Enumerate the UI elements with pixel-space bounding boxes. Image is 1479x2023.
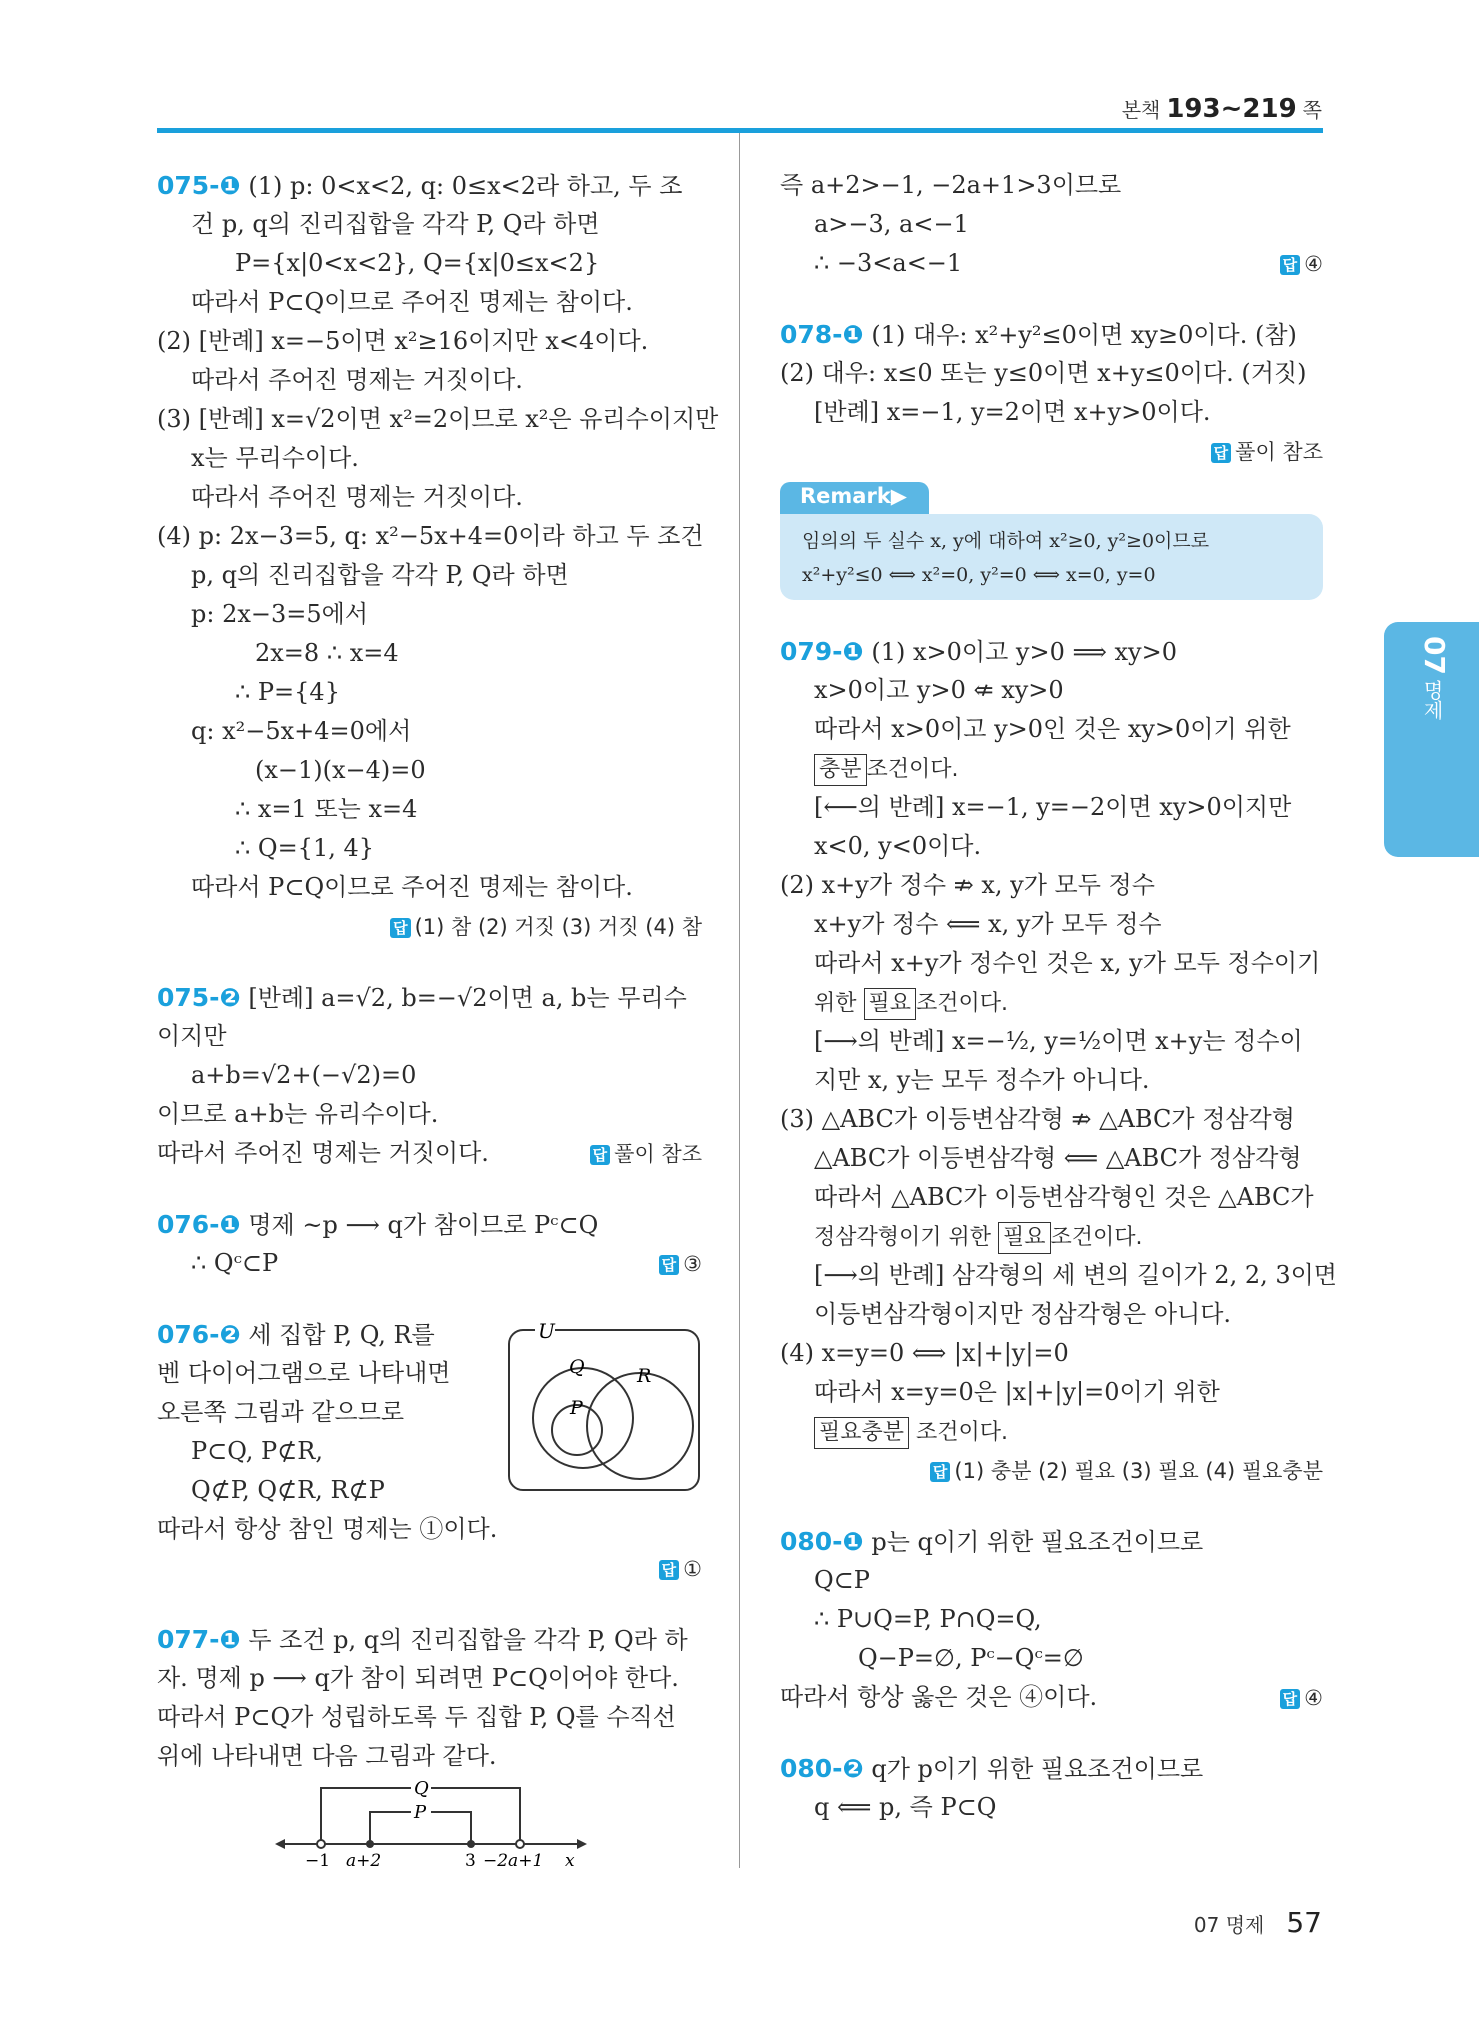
line-text: 이므로 a+b는 유리수이다. <box>157 1100 439 1128</box>
problem-number: 076-❶ <box>157 1210 241 1239</box>
line-text: 따라서 P⊂Q이므로 주어진 명제는 참이다. <box>191 873 633 901</box>
text-line <box>157 712 702 751</box>
line-content <box>814 988 1008 1016</box>
text-line <box>157 1698 702 1737</box>
line-text: 지만 x, y는 모두 정수가 아니다. <box>814 1066 1150 1094</box>
answer-line <box>780 432 1323 471</box>
text-line <box>780 1412 1323 1451</box>
point-minus-2a-plus-1-open <box>516 1840 524 1848</box>
point-minus-one-open <box>317 1840 325 1848</box>
answer-text: (1) 참 (2) 거짓 (3) 거짓 (4) 참 <box>414 915 702 939</box>
line-text: 이등변삼각형이지만 정삼각형은 아니다. <box>814 1300 1232 1328</box>
line-content <box>157 1515 497 1543</box>
line-text: 따라서 항상 참인 명제는 ①이다. <box>157 1515 498 1543</box>
line-content <box>780 638 1177 666</box>
line-content <box>814 1378 1220 1406</box>
answer-mark: 답 <box>930 1462 951 1482</box>
line-text: q ⟸ p, 즉 P⊂Q <box>814 1793 997 1821</box>
line-content <box>814 1222 1143 1250</box>
line-text: 조건이다. <box>916 991 1009 1016</box>
line-content <box>191 717 411 745</box>
answer-line <box>157 1549 702 1588</box>
line-content <box>191 1244 278 1283</box>
line-content <box>780 1678 1097 1717</box>
line-content <box>157 522 704 550</box>
number-line-left-arrow <box>275 1839 285 1849</box>
line-text: (x−1)(x−4)=0 <box>255 756 426 784</box>
answer-text: ④ <box>1304 1686 1323 1710</box>
page-footer <box>1194 1906 1322 1939</box>
right-column <box>780 166 1337 1827</box>
line-text: ∴ P={4} <box>235 678 340 706</box>
text-line <box>780 671 1323 710</box>
line-content <box>814 793 1291 821</box>
text-line <box>157 1659 702 1698</box>
text-line <box>780 166 1323 205</box>
line-content <box>814 1261 1337 1289</box>
line-text: q가 p이기 위한 필요조건이므로 <box>863 1755 1204 1783</box>
chapter-tab[interactable] <box>1384 622 1479 857</box>
line-text: (4) p: 2x−3=5, q: x²−5x+4=0이라 하고 두 조건 <box>157 522 704 550</box>
text-line <box>157 790 702 829</box>
tick-label-minus-one: −1 <box>305 1851 331 1870</box>
line-content <box>255 639 399 667</box>
text-line <box>157 517 702 556</box>
venn-label-p: P <box>570 1397 583 1419</box>
line-content <box>814 210 969 238</box>
text-line <box>780 788 1323 827</box>
section-gap <box>780 600 1323 632</box>
line-content <box>814 1183 1314 1211</box>
line-content <box>191 600 368 628</box>
text-line <box>780 393 1323 432</box>
line-text: P⊂Q, P⊄R, <box>191 1437 323 1465</box>
line-text: △ABC가 이등변삼각형 ⟸ △ABC가 정삼각형 <box>814 1144 1302 1172</box>
line-content <box>235 678 340 706</box>
text-line <box>157 595 702 634</box>
problem-number: 078-❶ <box>780 320 864 349</box>
point-three <box>467 1840 475 1848</box>
remark-line: x²+y²≤0 ⟺ x²=0, y²=0 ⟺ x=0, y=0 <box>802 564 1156 586</box>
venn-label-q: Q <box>569 1356 585 1378</box>
footer-chapter: 07 명제 <box>1193 1913 1265 1937</box>
line-text: P={x|0<x<2}, Q={x|0≤x<2} <box>235 249 600 277</box>
line-content <box>858 1644 1084 1672</box>
text-line <box>780 1217 1323 1256</box>
line-content <box>235 795 417 823</box>
line-text: [⟶의 반례] 삼각형의 세 변의 길이가 2, 2, 3이면 <box>814 1261 1337 1289</box>
line-text: 따라서 x+y가 정수인 것은 x, y가 모두 정수이기 <box>814 949 1321 977</box>
section-gap <box>780 1490 1323 1522</box>
text-line <box>157 634 702 673</box>
line-content <box>191 210 600 238</box>
line-text: x는 무리수이다. <box>191 444 359 472</box>
line-content <box>814 1066 1150 1094</box>
line-text: Q−P=∅, Pᶜ−Qᶜ=∅ <box>858 1644 1084 1672</box>
line-content <box>191 1061 416 1089</box>
set-p-label: P <box>414 1802 427 1823</box>
line-content <box>157 1742 497 1770</box>
text-line <box>780 1178 1323 1217</box>
text-line <box>157 1244 702 1283</box>
line-text: 따라서 △ABC가 이등변삼각형인 것은 △ABC가 <box>814 1183 1314 1211</box>
line-text: x>0이고 y>0 ⇍ xy>0 <box>814 676 1064 704</box>
line-text: 따라서 P⊂Q이므로 주어진 명제는 참이다. <box>191 288 633 316</box>
line-content <box>814 715 1291 743</box>
problem-number: 075-❶ <box>157 171 241 200</box>
section-gap <box>780 283 1323 315</box>
line-content <box>780 871 1155 899</box>
text-line <box>780 983 1323 1022</box>
text-line <box>157 400 719 439</box>
line-content <box>814 910 1162 938</box>
line-text: 따라서 x=y=0은 |x|+|y|=0이기 위한 <box>814 1378 1220 1406</box>
answer-inline <box>659 1244 702 1283</box>
line-text: p: 2x−3=5에서 <box>191 600 369 628</box>
line-content <box>157 1359 450 1387</box>
line-content <box>157 1134 489 1173</box>
text-line <box>157 244 702 283</box>
venn-circle-q <box>533 1368 633 1468</box>
section-gap <box>157 946 702 978</box>
problem-number: 079-❶ <box>780 637 864 666</box>
remark-line: 임의의 두 실수 x, y에 대하여 x²≥0, y²≥0이므로 <box>802 530 1210 552</box>
line-content <box>157 1022 227 1050</box>
answer-text: ③ <box>683 1252 702 1276</box>
line-content <box>780 1105 1295 1133</box>
venn-diagram <box>507 1322 702 1494</box>
venn-label-r: R <box>637 1365 652 1387</box>
line-text: 조건이다. <box>909 1420 1009 1445</box>
line-text: 위에 나타내면 다음 그림과 같다. <box>157 1742 497 1770</box>
line-text: (1) p: 0<x<2, q: 0≤x<2라 하고, 두 조 <box>240 172 683 200</box>
problem-line <box>157 978 702 1017</box>
answer-mark: 답 <box>659 1560 680 1580</box>
left-column <box>157 166 719 1776</box>
answer-inline <box>590 1134 702 1173</box>
answer-inline <box>1280 1678 1323 1717</box>
line-content <box>235 249 599 277</box>
line-content <box>191 483 523 511</box>
text-line <box>157 205 702 244</box>
line-text: [⟶의 반례] x=−½, y=½이면 x+y는 정수이 <box>814 1027 1303 1055</box>
line-text: a>−3, a<−1 <box>814 210 969 238</box>
line-content <box>814 832 981 860</box>
line-content <box>157 327 648 355</box>
text-line <box>780 710 1323 749</box>
tick-label-a-plus-two: a+2 <box>346 1851 382 1870</box>
set-q-label: Q <box>414 1778 429 1799</box>
text-line <box>780 1100 1323 1139</box>
line-text: (2) x+y가 정수 ⇏ x, y가 모두 정수 <box>780 871 1155 899</box>
line-content <box>814 1793 996 1821</box>
text-line <box>157 361 702 400</box>
text-line <box>157 283 702 322</box>
line-content <box>157 984 687 1012</box>
line-text: 세 집합 P, Q, R를 <box>240 1321 435 1349</box>
page-reference-prefix: 본책 <box>1121 98 1161 122</box>
line-text: ∴ Qᶜ⊂P <box>191 1249 279 1277</box>
line-text: 2x=8 ∴ x=4 <box>255 639 399 667</box>
answer-box: 필요 <box>998 1222 1051 1254</box>
line-text: Q⊄P, Q⊄R, R⊄P <box>191 1476 385 1504</box>
answer-text: ① <box>683 1557 702 1581</box>
text-line <box>780 1295 1323 1334</box>
line-content <box>814 676 1064 704</box>
answer-mark: 답 <box>1280 255 1301 275</box>
answer-mark: 답 <box>1280 1689 1301 1709</box>
problem-number: 080-❶ <box>780 1527 864 1556</box>
answer-inline <box>1280 244 1323 283</box>
problem-line <box>780 315 1323 354</box>
line-content <box>814 754 959 782</box>
remark-box <box>780 481 1323 600</box>
problem-line <box>157 1205 702 1244</box>
answer-box: 필요 <box>864 988 917 1020</box>
line-text: [반례] x=−1, y=2이면 x+y>0이다. <box>814 398 1211 426</box>
answer-line <box>157 907 702 946</box>
line-content <box>157 1703 676 1731</box>
line-content <box>814 1566 870 1594</box>
point-a-plus-two <box>366 1840 374 1848</box>
line-content <box>814 398 1211 426</box>
problem-number: 076-❷ <box>157 1320 241 1349</box>
line-text: 건 p, q의 진리집합을 각각 P, Q라 하면 <box>191 210 600 238</box>
line-text: a+b=√2+(−√2)=0 <box>191 1061 417 1089</box>
answer-box: 충분 <box>814 754 867 786</box>
page-number: 57 <box>1286 1906 1322 1939</box>
line-content <box>157 1321 435 1349</box>
line-content <box>814 949 1320 977</box>
line-text: 따라서 주어진 명제는 거짓이다. <box>157 1139 489 1167</box>
line-text: 따라서 P⊂Q가 성립하도록 두 집합 P, Q를 수직선 <box>157 1703 676 1731</box>
line-content <box>814 1144 1302 1172</box>
text-line <box>780 827 1323 866</box>
text-line <box>780 1373 1323 1412</box>
number-line-diagram <box>275 1770 595 1870</box>
line-text: 조건이다. <box>866 757 959 782</box>
line-content <box>814 1605 1042 1633</box>
text-line <box>157 1056 702 1095</box>
line-text: [반례] a=√2, b=−√2이면 a, b는 무리수 <box>240 984 687 1012</box>
text-line <box>780 1334 1323 1373</box>
text-line <box>780 205 1323 244</box>
text-line <box>780 1561 1323 1600</box>
line-text: 따라서 주어진 명제는 거짓이다. <box>191 483 523 511</box>
line-text: 즉 a+2>−1, −2a+1>3이므로 <box>780 171 1122 199</box>
text-line <box>157 1134 702 1173</box>
line-text: ∴ x=1 또는 x=4 <box>235 795 418 823</box>
line-content <box>157 172 682 200</box>
line-text: Q⊂P <box>814 1566 870 1594</box>
tick-label-three: 3 <box>465 1851 476 1870</box>
line-text: 따라서 주어진 명제는 거짓이다. <box>191 366 523 394</box>
line-content <box>157 1664 679 1692</box>
line-content <box>191 366 523 394</box>
line-content <box>157 1100 438 1128</box>
section-gap <box>157 1173 702 1205</box>
line-content <box>191 288 633 316</box>
line-text: 이지만 <box>157 1022 227 1050</box>
text-line <box>780 944 1323 983</box>
section-gap <box>157 1283 702 1315</box>
line-text: x+y가 정수 ⟸ x, y가 모두 정수 <box>814 910 1162 938</box>
line-content <box>780 1755 1203 1783</box>
text-line <box>780 1022 1323 1061</box>
line-text: (2) 대우: x≤0 또는 y≤0이면 x+y≤0이다. (거짓) <box>780 359 1307 387</box>
number-line-right-arrow <box>577 1839 587 1849</box>
line-text: (4) x=y=0 ⟺ |x|+|y|=0 <box>780 1339 1069 1367</box>
answer-mark: 답 <box>1211 443 1232 463</box>
line-content <box>157 1626 688 1654</box>
line-text: ∴ Q={1, 4} <box>235 834 375 862</box>
line-text: 따라서 항상 옳은 것은 ④이다. <box>780 1683 1098 1711</box>
text-line <box>157 1095 702 1134</box>
line-text: 조건이다. <box>1050 1225 1143 1250</box>
text-line <box>157 1017 702 1056</box>
line-content <box>814 1027 1303 1055</box>
line-content <box>780 1339 1069 1367</box>
line-text: 두 조건 p, q의 진리집합을 각각 P, Q라 하 <box>240 1626 688 1654</box>
text-line <box>780 749 1323 788</box>
line-content <box>157 1398 404 1426</box>
answer-text: ④ <box>1304 252 1323 276</box>
answer-text: (1) 충분 (2) 필요 (3) 필요 (4) 필요충분 <box>954 1459 1323 1483</box>
text-line <box>157 439 702 478</box>
answer-text: 풀이 참조 <box>1235 440 1323 464</box>
answer-text: 풀이 참조 <box>614 1142 702 1166</box>
line-text: (3) [반례] x=√2이면 x²=2이므로 x²은 유리수이지만 <box>157 405 719 433</box>
problem-line <box>780 632 1323 671</box>
section-gap <box>157 1588 702 1620</box>
line-text: x<0, y<0이다. <box>814 832 982 860</box>
text-line <box>780 244 1323 283</box>
line-content <box>814 244 962 283</box>
axis-label-x: x <box>565 1851 575 1870</box>
problem-number: 075-❷ <box>157 983 241 1012</box>
remark-body <box>780 514 1323 600</box>
line-content <box>157 405 718 433</box>
text-line <box>157 673 702 712</box>
line-content <box>780 1528 1203 1556</box>
line-content <box>780 359 1306 387</box>
remark-tag: Remark▶ <box>780 482 929 514</box>
chapter-tab-title: 명제 <box>1420 680 1444 720</box>
text-line <box>780 1678 1323 1717</box>
text-line <box>157 556 702 595</box>
line-content <box>235 834 374 862</box>
line-text: ∴ P∪Q=P, P∩Q=Q, <box>814 1605 1042 1633</box>
text-line <box>157 829 702 868</box>
line-content <box>191 444 359 472</box>
page-reference-range: 193~219 <box>1166 94 1297 124</box>
line-text: (2) [반례] x=−5이면 x²≥16이지만 x<4이다. <box>157 327 649 355</box>
line-content <box>157 1211 598 1239</box>
line-text: q: x²−5x+4=0에서 <box>191 717 412 745</box>
line-content <box>255 756 426 784</box>
line-content <box>191 1476 385 1504</box>
text-line <box>780 1788 1323 1827</box>
tick-label-minus-2a-plus-1: −2a+1 <box>483 1851 544 1870</box>
line-content <box>191 1437 323 1465</box>
answer-box: 필요충분 <box>814 1417 909 1449</box>
text-line <box>157 751 702 790</box>
problem-line <box>780 1749 1323 1788</box>
text-line <box>157 478 702 517</box>
problem-line <box>157 1620 702 1659</box>
text-line <box>780 1139 1323 1178</box>
line-text: (1) 대우: x²+y²≤0이면 xy≥0이다. (참) <box>863 321 1297 349</box>
text-line <box>780 354 1323 393</box>
problem-number: 077-❶ <box>157 1625 241 1654</box>
line-text: 자. 명제 p ⟶ q가 참이 되려면 P⊂Q이어야 한다. <box>157 1664 679 1692</box>
text-line <box>780 866 1323 905</box>
line-content <box>780 171 1121 199</box>
venn-circle-r <box>587 1373 693 1479</box>
page-reference <box>1122 94 1322 124</box>
line-text: 정삼각형이기 위한 <box>814 1225 999 1250</box>
line-text: (3) △ABC가 이등변삼각형 ⇏ △ABC가 정삼각형 <box>780 1105 1295 1133</box>
line-text: 벤 다이어그램으로 나타내면 <box>157 1359 451 1387</box>
line-text: 따라서 x>0이고 y>0인 것은 xy>0이기 위한 <box>814 715 1291 743</box>
line-text: [⟵의 반례] x=−1, y=−2이면 xy>0이지만 <box>814 793 1292 821</box>
text-line <box>157 322 702 361</box>
line-text: ∴ −3<a<−1 <box>814 249 963 277</box>
page-reference-suffix: 쪽 <box>1302 98 1322 122</box>
line-text: 오른쪽 그림과 같으므로 <box>157 1398 405 1426</box>
problem-line <box>780 1522 1323 1561</box>
line-content <box>814 1300 1231 1328</box>
venn-label-u: U <box>538 1322 555 1343</box>
line-content <box>191 873 633 901</box>
header-rule <box>157 128 1323 133</box>
line-content <box>191 561 569 589</box>
text-line <box>780 1600 1323 1639</box>
text-line <box>780 1256 1337 1295</box>
line-text: 명제 ~p ⟶ q가 참이므로 Pᶜ⊂Q <box>240 1211 599 1239</box>
line-text: 위한 <box>814 991 864 1016</box>
column-divider <box>739 133 740 1868</box>
text-line <box>157 1510 702 1549</box>
line-content <box>780 321 1297 349</box>
text-line <box>780 905 1323 944</box>
answer-line <box>780 1451 1323 1490</box>
line-text: (1) x>0이고 y>0 ⟹ xy>0 <box>863 638 1177 666</box>
problem-number: 080-❷ <box>780 1754 864 1783</box>
chapter-tab-number: 07 <box>1418 636 1451 675</box>
text-line <box>157 868 702 907</box>
text-line <box>780 1639 1323 1678</box>
section-gap <box>780 1717 1323 1749</box>
line-content <box>814 1417 1008 1445</box>
problem-line <box>157 166 702 205</box>
line-text: p, q의 진리집합을 각각 P, Q라 하면 <box>191 561 569 589</box>
text-line <box>780 1061 1323 1100</box>
answer-mark: 답 <box>390 918 411 938</box>
line-text: p는 q이기 위한 필요조건이므로 <box>863 1528 1204 1556</box>
answer-mark: 답 <box>659 1255 680 1275</box>
answer-mark: 답 <box>590 1145 611 1165</box>
